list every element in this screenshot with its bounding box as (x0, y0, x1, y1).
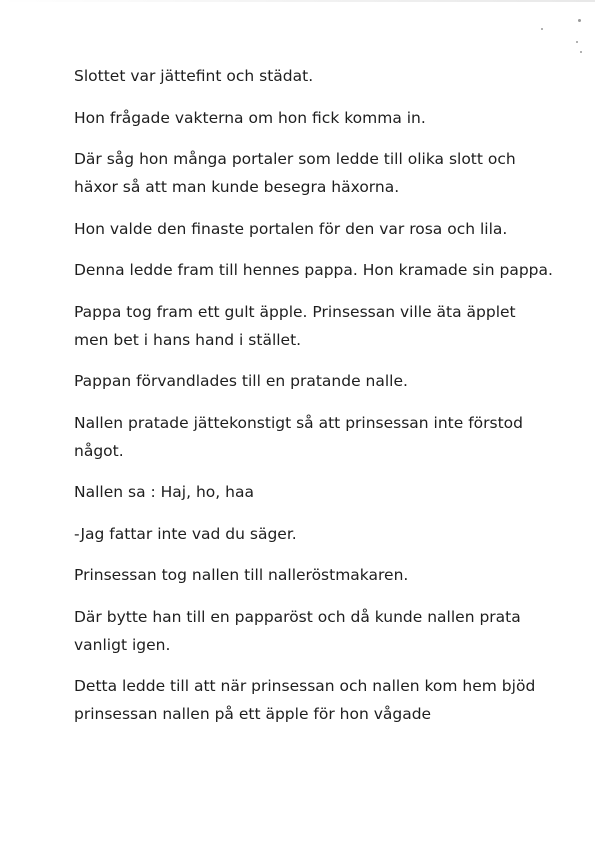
paragraph: -Jag fattar inte vad du säger. (74, 524, 297, 543)
paragraph: Nallen pratade jättekonstigt så att prinsessan inte förstod något. (74, 413, 524, 460)
paragraph: Pappa tog fram ett gult äpple. Prinsessan ville äta äpplet men bet i hans hand i stället. (74, 302, 516, 349)
paragraph: Slottet var jättefint och städat. (74, 67, 314, 85)
paragraph: Prinsessan tog nallen till nalleröstmakaren. (74, 566, 409, 584)
scan-speck (541, 28, 543, 30)
scan-speck (576, 41, 578, 43)
scan-speck (578, 19, 581, 22)
scan-speck (580, 51, 582, 53)
paragraph: Där såg hon många portaler som ledde till olika slott och häxor så att man kunde besegra häxorna. (74, 150, 516, 196)
paragraph: Nallen sa : Haj, ho, haa (74, 483, 254, 501)
paragraph: Detta ledde till att när prinsessan och nallen kom hem bjöd prinsessan nallen på ett äpple för hon vågade (74, 677, 536, 723)
paragraph: Denna ledde fram till hennes pappa. Hon kramade sin pappa. (74, 261, 553, 279)
paragraph: Pappan förvandlades till en pratande nalle. (74, 372, 408, 390)
paragraph: Där bytte han till en papparöst och då kunde nallen prata vanligt igen. (74, 607, 521, 654)
scan-edge (0, 0, 595, 2)
paragraph: Hon valde den finaste portalen för den var rosa och lila. (74, 219, 508, 238)
story-text (74, 62, 554, 742)
paragraph: Hon frågade vakterna om hon fick komma in. (74, 108, 426, 127)
